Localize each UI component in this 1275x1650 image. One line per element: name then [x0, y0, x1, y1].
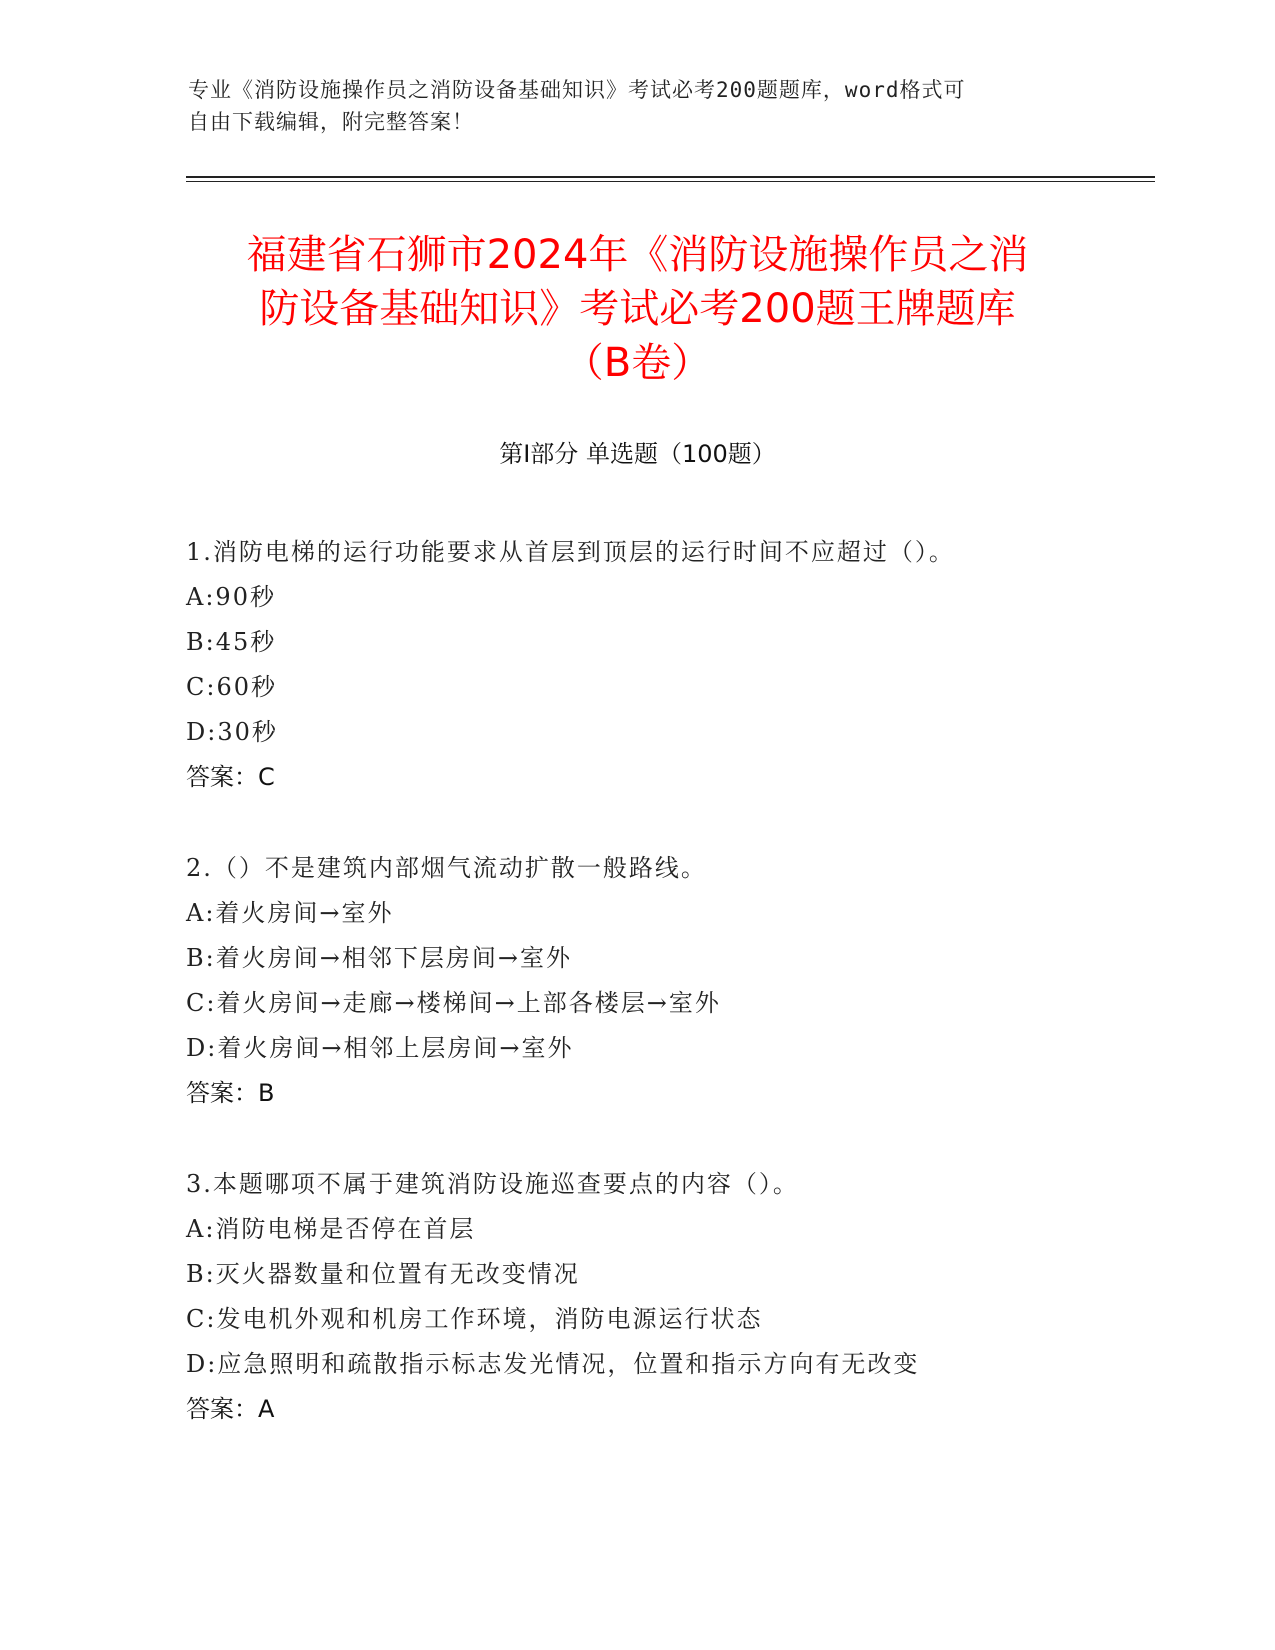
header-divider-thin [186, 181, 1155, 182]
answer-line: 答案：B [186, 1079, 275, 1107]
option-a: A:消防电梯是否停在首层 [186, 1215, 476, 1243]
question-list [186, 530, 1146, 1478]
header-note [188, 74, 1088, 138]
answer-line: 答案：C [186, 763, 275, 791]
option-c: C:发电机外观和机房工作环境，消防电源运行状态 [186, 1305, 763, 1333]
option-c: C:60秒 [186, 673, 277, 701]
question-3 [186, 1162, 1146, 1432]
question-2 [186, 846, 1146, 1116]
option-c: C:着火房间→走廊→楼梯间→上部各楼层→室外 [186, 989, 721, 1017]
option-b: B:45秒 [186, 628, 277, 656]
option-d: D:30秒 [186, 718, 278, 746]
header-divider-thick [186, 176, 1155, 178]
option-a: A:着火房间→室外 [186, 899, 394, 927]
document-title-line-1: 福建省石狮市2024年《消防设施操作员之消 [246, 232, 1029, 278]
document-title [150, 228, 1125, 390]
document-title-line-2: 防设备基础知识》考试必考200题王牌题库 [259, 286, 1016, 332]
question-stem: 1.消防电梯的运行功能要求从首层到顶层的运行时间不应超过（）。 [186, 538, 955, 566]
option-b: B:灭火器数量和位置有无改变情况 [186, 1260, 580, 1288]
option-b: B:着火房间→相邻下层房间→室外 [186, 944, 572, 972]
option-d: D:着火房间→相邻上层房间→室外 [186, 1034, 574, 1062]
option-a: A:90秒 [186, 583, 276, 611]
header-note-line-1: 专业《消防设施操作员之消防设备基础知识》考试必考200题题库，word格式可 [188, 78, 966, 102]
question-stem: 3.本题哪项不属于建筑消防设施巡查要点的内容（）。 [186, 1170, 799, 1198]
header-note-line-2: 自由下载编辑，附完整答案！ [188, 110, 474, 134]
answer-line: 答案：A [186, 1395, 275, 1423]
document-title-line-3: （B卷） [563, 340, 712, 386]
section-title: 第Ⅰ部分 单选题（100题） [499, 440, 776, 468]
question-stem: 2.（）不是建筑内部烟气流动扩散一般路线。 [186, 854, 707, 882]
question-1 [186, 530, 1146, 800]
option-d: D:应急照明和疏散指示标志发光情况，位置和指示方向有无改变 [186, 1350, 920, 1378]
